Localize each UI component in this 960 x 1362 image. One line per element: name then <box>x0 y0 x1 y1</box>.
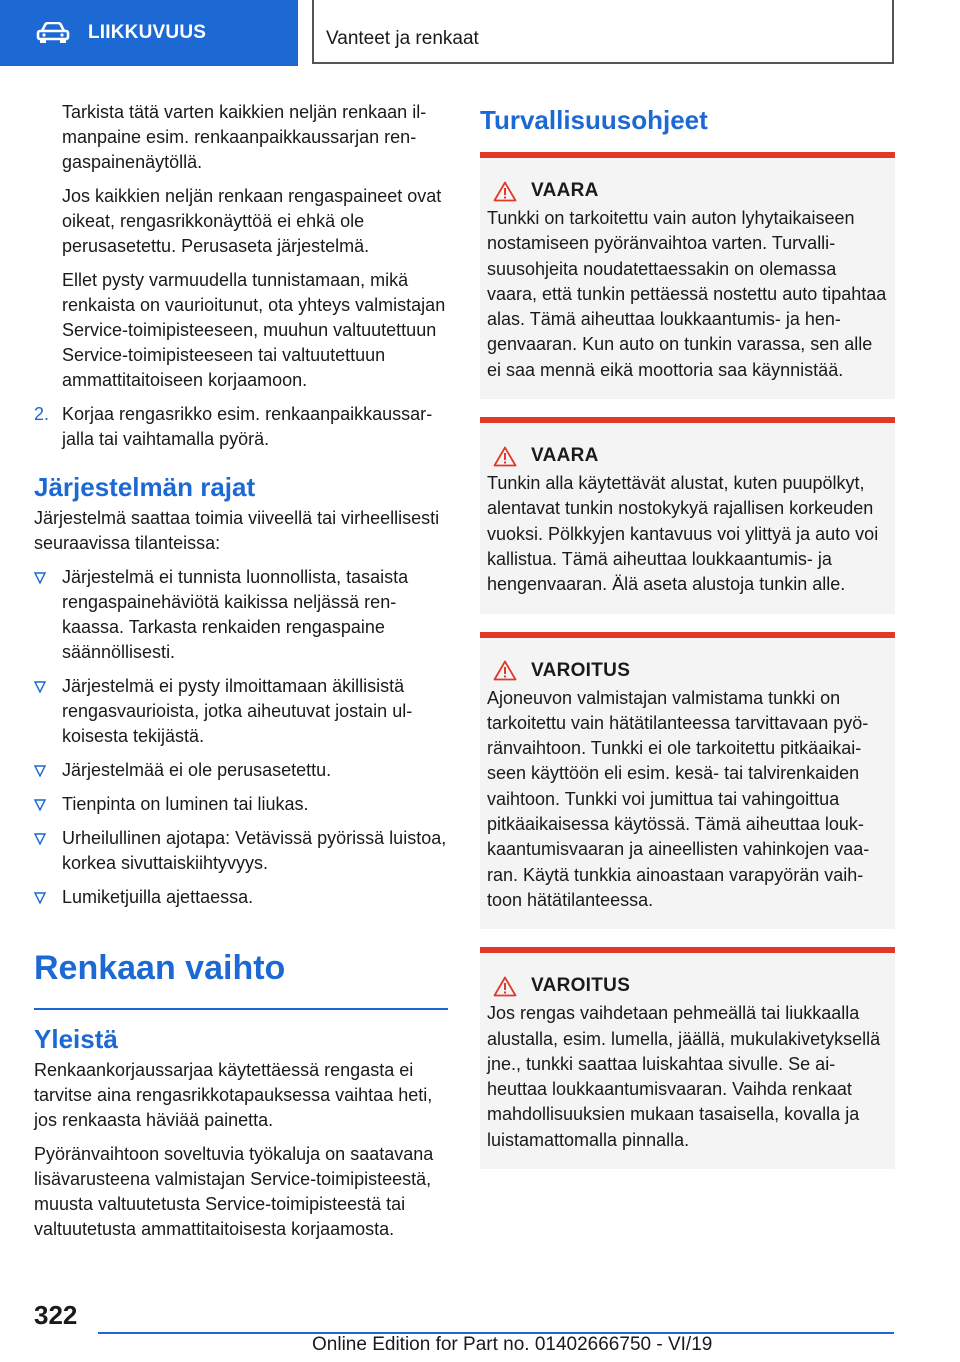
warning-text: Tunkki on tarkoitettu vain auton lyhytaikaiseen nostamiseen pyöränvaihtoa varten. Turvallisuusohjeita noudatettaessakin on olemassa vaara, että tunkin pettäessä nostettu auto tipahtaa alas. Tämä aiheuttaa loukkaantumis- ja hengenvaaran. Kun auto on tunkin varassa, sen alle ei saa mennä eikä moottoria saa käynnistää. <box>487 208 887 380</box>
warning-box <box>480 152 895 399</box>
list-item-text: Järjestelmä ei tunnista luonnollista, tasaista rengaspainehäviötä kaikissa neljässä renkaassa. Tarkasta renkaiden rengaspaine säännöllisesti. <box>62 567 409 662</box>
triangle-bullet-icon <box>34 833 46 845</box>
step-number: 2. <box>34 404 50 424</box>
list-item <box>34 792 448 817</box>
section-label: LIIKKUVUUS <box>88 22 207 43</box>
warning-box <box>480 417 895 613</box>
general-paragraph: Renkaankorjaussarjaa käytettäessä rengasta ei tarvitse aina rengasrikkotapauksessa vaihtaa heti, jos renkaasta häviää painetta. <box>34 1060 433 1130</box>
list-item <box>34 885 448 910</box>
triangle-bullet-icon <box>34 892 46 904</box>
warning-title: VAROITUS <box>531 975 631 997</box>
triangle-bullet-icon <box>34 765 46 777</box>
warning-title: VAARA <box>531 445 599 467</box>
step-item <box>34 402 448 452</box>
warning-triangle-icon <box>493 660 517 681</box>
general-heading: Yleistä <box>34 1024 118 1054</box>
general-paragraph: Pyöränvaihtoon soveltuvia työkaluja on saatavana lisävarusteena valmistajan Service-toimipisteestä, muusta valtuutetusta Service-toimipisteestä tai valtuutetusta ammattitaitoisesta korjaamosta. <box>34 1144 434 1239</box>
right-column <box>480 100 895 1181</box>
warning-title: VAROITUS <box>531 659 631 681</box>
intro-paragraph: Ellet pysty varmuudella tunnistamaan, mikä renkaista on vaurioitunut, ota yhteys valmistajan Service-toimipisteeseen, muuhun valtuutettuun Service-toimipisteeseen tai valtuutettuun ammattitaitoiseen korjaamoon. <box>62 270 446 390</box>
section-tab[interactable] <box>0 0 298 66</box>
intro-paragraph: Tarkista tätä varten kaikkien neljän renkaan ilmanpaine esim. renkaanpaikkaussarjan rengaspainenäytöllä. <box>62 102 427 172</box>
safety-heading: Turvallisuusohjeet <box>480 105 708 135</box>
list-item <box>34 758 448 783</box>
list-item-text: Järjestelmää ei ole perusasetettu. <box>62 760 332 780</box>
warning-box <box>480 632 895 930</box>
intro-paragraph: Jos kaikkien neljän renkaan rengaspaineet ovat oikeat, rengasrikkonäyttöä ei ehkä ole perusasetettu. Perusaseta järjestelmä. <box>62 186 442 256</box>
list-item <box>34 565 448 665</box>
triangle-bullet-icon <box>34 572 46 584</box>
list-item-text: Tienpinta on luminen tai liukas. <box>62 794 309 814</box>
page-title: Vanteet ja renkaat <box>326 28 479 49</box>
warning-triangle-icon <box>493 976 517 997</box>
step-text: Korjaa rengasrikko esim. renkaanpaikkaussarjalla tai vaihtamalla pyörä. <box>62 404 433 449</box>
limits-heading: Järjestelmän rajat <box>34 472 256 502</box>
warning-triangle-icon <box>493 446 517 467</box>
limits-intro: Järjestelmä saattaa toimia viiveellä tai virheellisesti seuraavissa tilanteissa: <box>34 508 440 553</box>
warning-text: Jos rengas vaihdetaan pehmeällä tai liukkaalla alustalla, esim. lumella, jäällä, mukulakivetyksellä jne., tunkki saattaa luiskahtaa sivulle. Se aiheuttaa loukkaantumisvaaran. Vaihda renkaat mahdollisuuksien mukaan tasaisella, kovalla ja luistamattomalla pinnalla. <box>487 1003 881 1150</box>
list-item <box>34 826 448 876</box>
warning-text: Ajoneuvon valmistajan valmistama tunkki on tarkoitettu vain hätätilanteessa tarvittavaan pyöränvaihtoon. Tunkki ei ole tarkoitettu pitkäaikaiseen käyttöön eli esim. kesä- tai talvirenkaiden vaihtoon. Tunkki voi jumittua tai vahingoittua pitkäaikaisessa käytössä. Tämä aiheuttaa loukkaantumisvaaran ja aineellisten vahinkojen vaaran. Käytä tunkkia ainoastaan varapyörän vaihtoon hätätilanteessa. <box>487 687 870 910</box>
triangle-bullet-icon <box>34 681 46 693</box>
list-item-text: Järjestelmä ei pysty ilmoittamaan äkillisistä rengasvaurioista, jotka aiheutuvat jostain ulkoisesta tekijästä. <box>62 676 413 746</box>
header-title-box <box>312 0 894 64</box>
edition-text: Online Edition for Part no. 01402666750 - VI/19 <box>312 1334 713 1355</box>
car-icon <box>36 22 70 44</box>
warning-box <box>480 947 895 1169</box>
list-item-text: Lumiketjuilla ajettaessa. <box>62 887 254 907</box>
warning-triangle-icon <box>493 181 517 202</box>
list-item <box>34 674 448 749</box>
list-item-text: Urheilullinen ajotapa: Vetävissä pyörissä luistoa, korkea sivuttaiskiihtyvyys. <box>62 828 447 873</box>
triangle-bullet-icon <box>34 799 46 811</box>
warning-text: Tunkin alla käytettävät alustat, kuten puupölkyt, alentavat tunkin nostokykyä rajallisen korkeuden vuoksi. Pölkkyjen kantavuus voi ylittyä ja auto voi kallistua. Tämä aiheuttaa loukkaantumis- ja hengenvaaran. Älä aseta alustoja tunkin alle. <box>487 473 879 595</box>
section-divider <box>34 1008 448 1010</box>
left-column <box>34 100 448 1242</box>
page-number: 322 <box>34 1300 78 1330</box>
section-heading: Renkaan vaihto <box>34 949 286 987</box>
warning-title: VAARA <box>531 180 599 201</box>
